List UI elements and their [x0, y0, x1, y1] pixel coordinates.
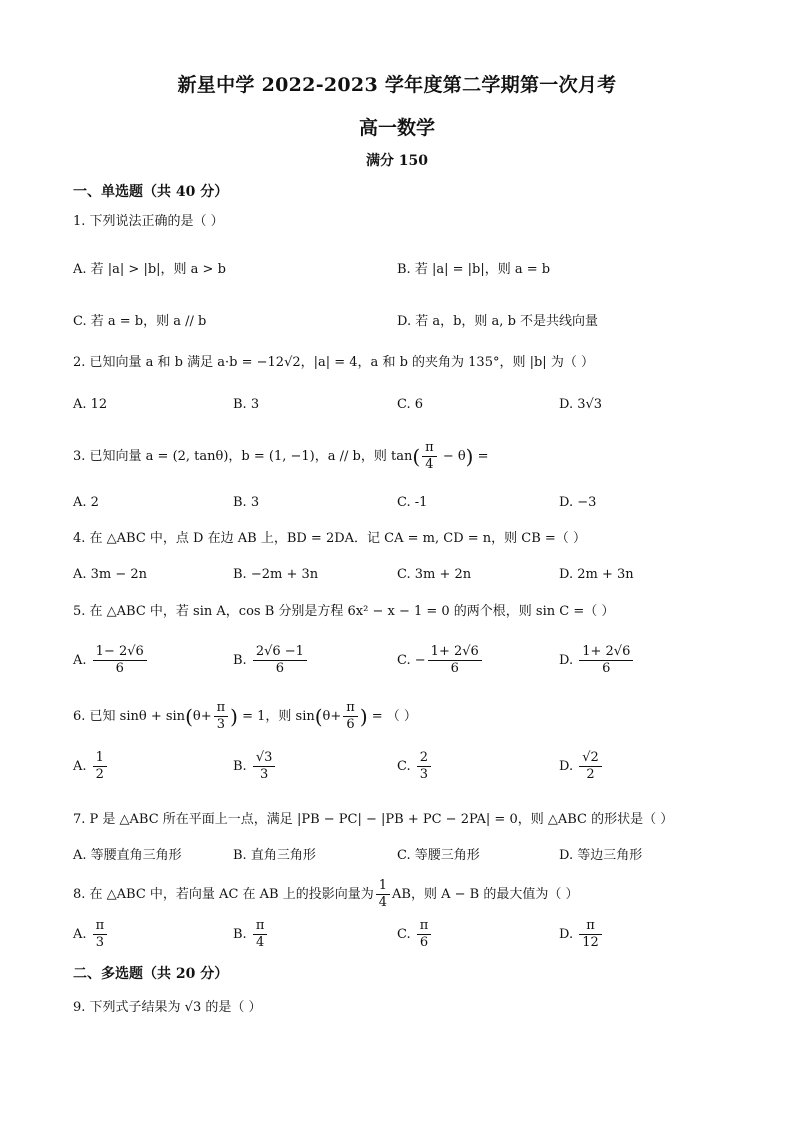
question-5-option-b: B. $\frac{2√6 -1}{6}$ [233, 644, 309, 677]
question-5-option-c: C. − $\frac{1+ 2√6}{6}$ [397, 644, 484, 677]
section-multiple-choice: 二、多选题（共 20 分） [73, 966, 229, 982]
full-score: 满分 150 [365, 153, 429, 169]
question-5-option-a: A. $\frac{1- 2√6}{6}$ [73, 644, 149, 677]
question-8-option-d: D. $\frac{\pi}{12}$ [559, 918, 604, 951]
question-1-option-a: A. 若 |a| > |b|，则 a > b [73, 262, 226, 277]
question-8-stem: 8. 在 △ABC 中，若向量 AC 在 AB 上的投影向量为 $\frac{1}{4}$ AB，则 A − B 的最大值为（ ） [73, 878, 579, 910]
exam-title: 新星中学 2022-2023 学年度第二学期第一次月考 [177, 74, 617, 96]
question-7-option-b: B. 直角三角形 [233, 848, 316, 863]
question-4-option-a: A. 3m − 2n [73, 567, 148, 582]
fraction-pi-over-4: $\frac{\pi}{4}$ [422, 440, 437, 473]
question-3-stem-start: 3. 已知向量 a = (2, tanθ)，b = (1, −1)，a // b，则 tan [73, 449, 413, 464]
question-1-stem: 1. 下列说法正确的是（ ） [73, 214, 224, 229]
question-7-option-d: D. 等边三角形 [559, 848, 643, 863]
question-2-option-a: A. 12 [73, 397, 108, 412]
question-1-option-d: D. 若 a，b，则 a, b 不是共线向量 [397, 314, 599, 329]
question-6-stem: 6. 已知 sinθ + sin(θ+ $\frac{\pi}{3}$ ) = 1，则 sin(θ+ $\frac{\pi}{6}$ ) = （ ） [73, 700, 417, 732]
question-6-option-b: B. $\frac{√3}{3}$ [233, 750, 277, 783]
question-5-stem: 5. 在 △ABC 中，若 sin A，cos B 分别是方程 6x² − x − 1 = 0 的两个根，则 sin C =（ ） [73, 604, 615, 619]
question-2-stem: 2. 已知向量 a 和 b 满足 a·b = −12√2，|a| = 4，a 和 b 的夹角为 135°，则 |b| 为（ ） [73, 355, 594, 370]
question-6-option-d: D. $\frac{√2}{2}$ [559, 750, 604, 783]
question-7-option-a: A. 等腰直角三角形 [73, 848, 182, 863]
question-4-option-c: C. 3m + 2n [397, 567, 472, 582]
question-3-option-a: A. 2 [73, 495, 99, 510]
question-7-stem: 7. P 是 △ABC 所在平面上一点，满足 |PB − PC| − |PB + PC − 2PA| = 0，则 △ABC 的形状是（ ） [73, 812, 674, 827]
question-1-option-c: C. 若 a = b，则 a // b [73, 314, 207, 329]
section-single-choice: 一、单选题（共 40 分） [73, 184, 229, 200]
question-4-stem: 4. 在 △ABC 中，点 D 在边 AB 上，BD = 2DA．记 CA = m, CD = n，则 CB =（ ） [73, 531, 586, 546]
question-6-option-c: C. $\frac{2}{3}$ [397, 750, 433, 783]
question-8-option-b: B. $\frac{\pi}{4}$ [233, 918, 269, 951]
question-3-option-d: D. −3 [559, 495, 597, 510]
question-2-option-b: B. 3 [233, 397, 260, 412]
question-2-option-d: D. 3√3 [559, 397, 603, 412]
question-8-option-a: A. $\frac{\pi}{3}$ [73, 918, 109, 951]
question-4-option-b: B. −2m + 3n [233, 567, 319, 582]
question-1-option-b: B. 若 |a| = |b|，则 a = b [397, 262, 551, 277]
subject-title: 高一数学 [358, 117, 435, 139]
question-2-option-c: C. 6 [397, 397, 424, 412]
question-9-stem: 9. 下列式子结果为 √3 的是（ ） [73, 1000, 262, 1015]
question-4-option-d: D. 2m + 3n [559, 567, 634, 582]
question-3-stem: 3. 已知向量 a = (2, tanθ)，b = (1, −1)，a // b，则 tan( $\frac{\pi}{4}$ − θ) = [73, 440, 489, 472]
question-5-option-d: D. $\frac{1+ 2√6}{6}$ [559, 644, 635, 677]
question-6-option-a: A. $\frac{1}{2}$ [73, 750, 109, 783]
question-3-option-b: B. 3 [233, 495, 260, 510]
question-8-option-c: C. $\frac{\pi}{6}$ [397, 918, 433, 951]
question-3-option-c: C. -1 [397, 495, 428, 510]
question-7-option-c: C. 等腰三角形 [397, 848, 480, 863]
